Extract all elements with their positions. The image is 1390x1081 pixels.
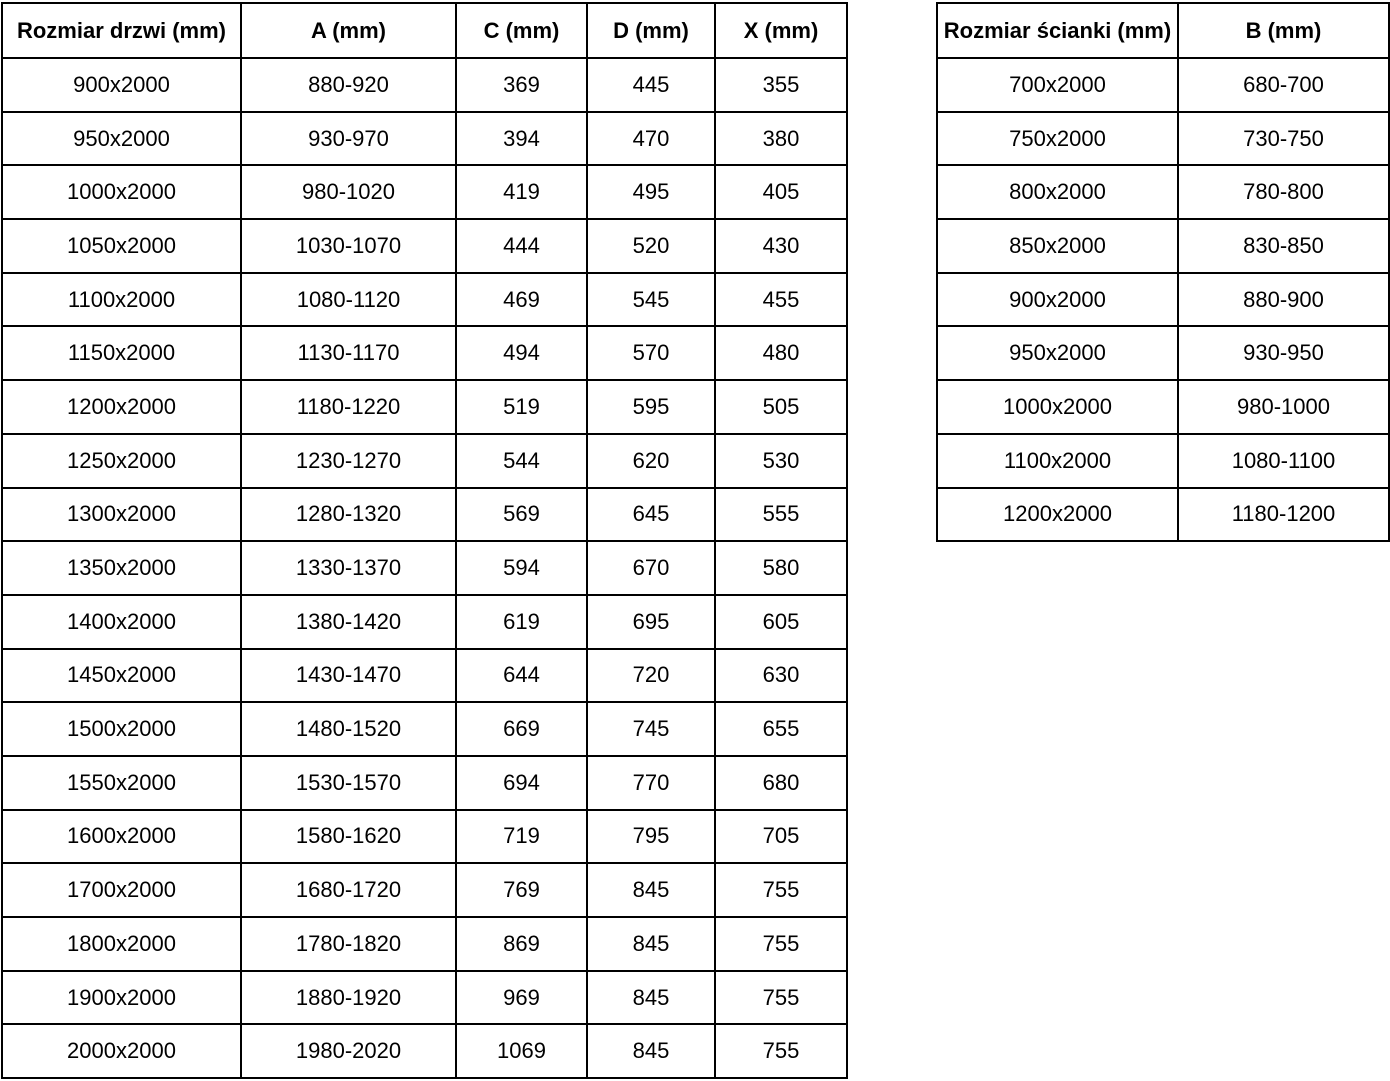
door-table-cell: 1350x2000: [2, 541, 241, 595]
door-table-cell: 630: [715, 649, 847, 703]
wall-table-cell: 1080-1100: [1178, 434, 1389, 488]
door-table-cell: 355: [715, 58, 847, 112]
door-table-cell: 969: [456, 971, 587, 1025]
door-table-row: [2, 273, 847, 327]
wall-table-row: [937, 326, 1389, 380]
door-table-cell: 1080-1120: [241, 273, 456, 327]
wall-table-row: [937, 273, 1389, 327]
door-table-cell: 719: [456, 810, 587, 864]
door-table-cell: 1200x2000: [2, 380, 241, 434]
wall-table-cell: 1100x2000: [937, 434, 1178, 488]
wall-table-cell: 780-800: [1178, 165, 1389, 219]
door-table-cell: 694: [456, 756, 587, 810]
door-table-cell: 519: [456, 380, 587, 434]
door-table-cell: 745: [587, 702, 715, 756]
door-table-cell: 655: [715, 702, 847, 756]
door-table-cell: 669: [456, 702, 587, 756]
door-table-cell: 469: [456, 273, 587, 327]
door-table-cell: 900x2000: [2, 58, 241, 112]
door-table-cell: 1150x2000: [2, 326, 241, 380]
door-table-cell: 405: [715, 165, 847, 219]
door-table-cell: 1580-1620: [241, 810, 456, 864]
door-table-row: [2, 488, 847, 542]
wall-table-cell: 900x2000: [937, 273, 1178, 327]
door-table-cell: 1600x2000: [2, 810, 241, 864]
wall-sizes-table: [936, 2, 1390, 542]
door-table-cell: 670: [587, 541, 715, 595]
wall-table-cell: 1200x2000: [937, 488, 1178, 542]
door-table-cell: 394: [456, 112, 587, 166]
wall-table-cell: 800x2000: [937, 165, 1178, 219]
door-table-cell: 755: [715, 971, 847, 1025]
door-table-cell: 769: [456, 863, 587, 917]
door-table-row: [2, 702, 847, 756]
door-table-header-row: [2, 3, 847, 58]
door-table-cell: 619: [456, 595, 587, 649]
wall-table-cell: 830-850: [1178, 219, 1389, 273]
door-table-cell: 495: [587, 165, 715, 219]
door-table-cell: 569: [456, 488, 587, 542]
door-table-cell: 695: [587, 595, 715, 649]
wall-column-header: Rozmiar ścianki (mm): [937, 3, 1178, 58]
door-column-header: X (mm): [715, 3, 847, 58]
door-table-cell: 1280-1320: [241, 488, 456, 542]
door-table-cell: 845: [587, 1024, 715, 1078]
door-table-cell: 1400x2000: [2, 595, 241, 649]
door-table-cell: 755: [715, 863, 847, 917]
door-table-cell: 845: [587, 971, 715, 1025]
door-table-cell: 845: [587, 863, 715, 917]
door-table-cell: 1100x2000: [2, 273, 241, 327]
door-table-cell: 1980-2020: [241, 1024, 456, 1078]
door-table-cell: 755: [715, 1024, 847, 1078]
door-table-row: [2, 326, 847, 380]
door-table-cell: 1780-1820: [241, 917, 456, 971]
door-table-cell: 1330-1370: [241, 541, 456, 595]
door-column-header: C (mm): [456, 3, 587, 58]
door-table-cell: 555: [715, 488, 847, 542]
door-table-row: [2, 380, 847, 434]
door-table-cell: 480: [715, 326, 847, 380]
door-table-cell: 1230-1270: [241, 434, 456, 488]
wall-table-cell: 880-900: [1178, 273, 1389, 327]
door-table-cell: 1430-1470: [241, 649, 456, 703]
wall-table-header-row: [937, 3, 1389, 58]
wall-table-cell: 1000x2000: [937, 380, 1178, 434]
door-table-cell: 1530-1570: [241, 756, 456, 810]
door-table-row: [2, 541, 847, 595]
door-table-cell: 545: [587, 273, 715, 327]
door-column-header: D (mm): [587, 3, 715, 58]
door-table-cell: 2000x2000: [2, 1024, 241, 1078]
door-table-row: [2, 595, 847, 649]
door-table-cell: 445: [587, 58, 715, 112]
wall-table-row: [937, 434, 1389, 488]
door-table-cell: 869: [456, 917, 587, 971]
door-table-cell: 880-920: [241, 58, 456, 112]
door-table-cell: 1880-1920: [241, 971, 456, 1025]
door-table-cell: 505: [715, 380, 847, 434]
door-table-cell: 1300x2000: [2, 488, 241, 542]
door-table-cell: 494: [456, 326, 587, 380]
wall-table-row: [937, 112, 1389, 166]
wall-table-row: [937, 219, 1389, 273]
door-table-cell: 419: [456, 165, 587, 219]
door-sizes-table: [1, 2, 848, 1079]
wall-table-cell: 730-750: [1178, 112, 1389, 166]
door-table-cell: 380: [715, 112, 847, 166]
door-table-row: [2, 112, 847, 166]
door-table-cell: 1000x2000: [2, 165, 241, 219]
door-table-cell: 530: [715, 434, 847, 488]
door-table-cell: 595: [587, 380, 715, 434]
door-table-row: [2, 971, 847, 1025]
door-table-cell: 930-970: [241, 112, 456, 166]
door-table-cell: 1450x2000: [2, 649, 241, 703]
wall-table-cell: 1180-1200: [1178, 488, 1389, 542]
door-table-row: [2, 810, 847, 864]
door-table-row: [2, 756, 847, 810]
door-table-row: [2, 219, 847, 273]
door-table-cell: 720: [587, 649, 715, 703]
door-table-cell: 369: [456, 58, 587, 112]
door-table-cell: 1380-1420: [241, 595, 456, 649]
door-table-cell: 1900x2000: [2, 971, 241, 1025]
door-table-cell: 470: [587, 112, 715, 166]
wall-column-header: B (mm): [1178, 3, 1389, 58]
door-table-cell: 950x2000: [2, 112, 241, 166]
wall-table-row: [937, 380, 1389, 434]
door-table-cell: 1500x2000: [2, 702, 241, 756]
door-column-header: A (mm): [241, 3, 456, 58]
door-table-cell: 620: [587, 434, 715, 488]
wall-table-row: [937, 58, 1389, 112]
door-table-cell: 580: [715, 541, 847, 595]
door-table-cell: 645: [587, 488, 715, 542]
wall-table-row: [937, 165, 1389, 219]
door-table-row: [2, 1024, 847, 1078]
door-table-cell: 705: [715, 810, 847, 864]
door-table-cell: 605: [715, 595, 847, 649]
door-table-row: [2, 863, 847, 917]
door-table-row: [2, 58, 847, 112]
door-table-cell: 1030-1070: [241, 219, 456, 273]
wall-table-cell: 680-700: [1178, 58, 1389, 112]
wall-table-cell: 750x2000: [937, 112, 1178, 166]
door-table-row: [2, 434, 847, 488]
wall-table-cell: 700x2000: [937, 58, 1178, 112]
door-table-cell: 1130-1170: [241, 326, 456, 380]
door-table-cell: 845: [587, 917, 715, 971]
door-table-cell: 680: [715, 756, 847, 810]
door-table-cell: 594: [456, 541, 587, 595]
door-table-cell: 520: [587, 219, 715, 273]
door-table-cell: 570: [587, 326, 715, 380]
door-table-cell: 430: [715, 219, 847, 273]
wall-table-row: [937, 488, 1389, 542]
door-table-cell: 1480-1520: [241, 702, 456, 756]
door-table-cell: 1069: [456, 1024, 587, 1078]
wall-table-cell: 950x2000: [937, 326, 1178, 380]
wall-table-cell: 850x2000: [937, 219, 1178, 273]
door-table-row: [2, 649, 847, 703]
wall-table-cell: 980-1000: [1178, 380, 1389, 434]
wall-table-cell: 930-950: [1178, 326, 1389, 380]
door-table-row: [2, 165, 847, 219]
door-table-cell: 980-1020: [241, 165, 456, 219]
door-table-cell: 755: [715, 917, 847, 971]
door-table-cell: 770: [587, 756, 715, 810]
door-table-cell: 1250x2000: [2, 434, 241, 488]
door-table-cell: 544: [456, 434, 587, 488]
door-table-cell: 1800x2000: [2, 917, 241, 971]
door-column-header: Rozmiar drzwi (mm): [2, 3, 241, 58]
door-table-row: [2, 917, 847, 971]
door-table-cell: 1180-1220: [241, 380, 456, 434]
door-table-cell: 644: [456, 649, 587, 703]
door-table-cell: 1050x2000: [2, 219, 241, 273]
door-table-cell: 1700x2000: [2, 863, 241, 917]
door-table-cell: 1550x2000: [2, 756, 241, 810]
door-table-cell: 444: [456, 219, 587, 273]
door-table-cell: 1680-1720: [241, 863, 456, 917]
door-table-cell: 455: [715, 273, 847, 327]
door-table-cell: 795: [587, 810, 715, 864]
